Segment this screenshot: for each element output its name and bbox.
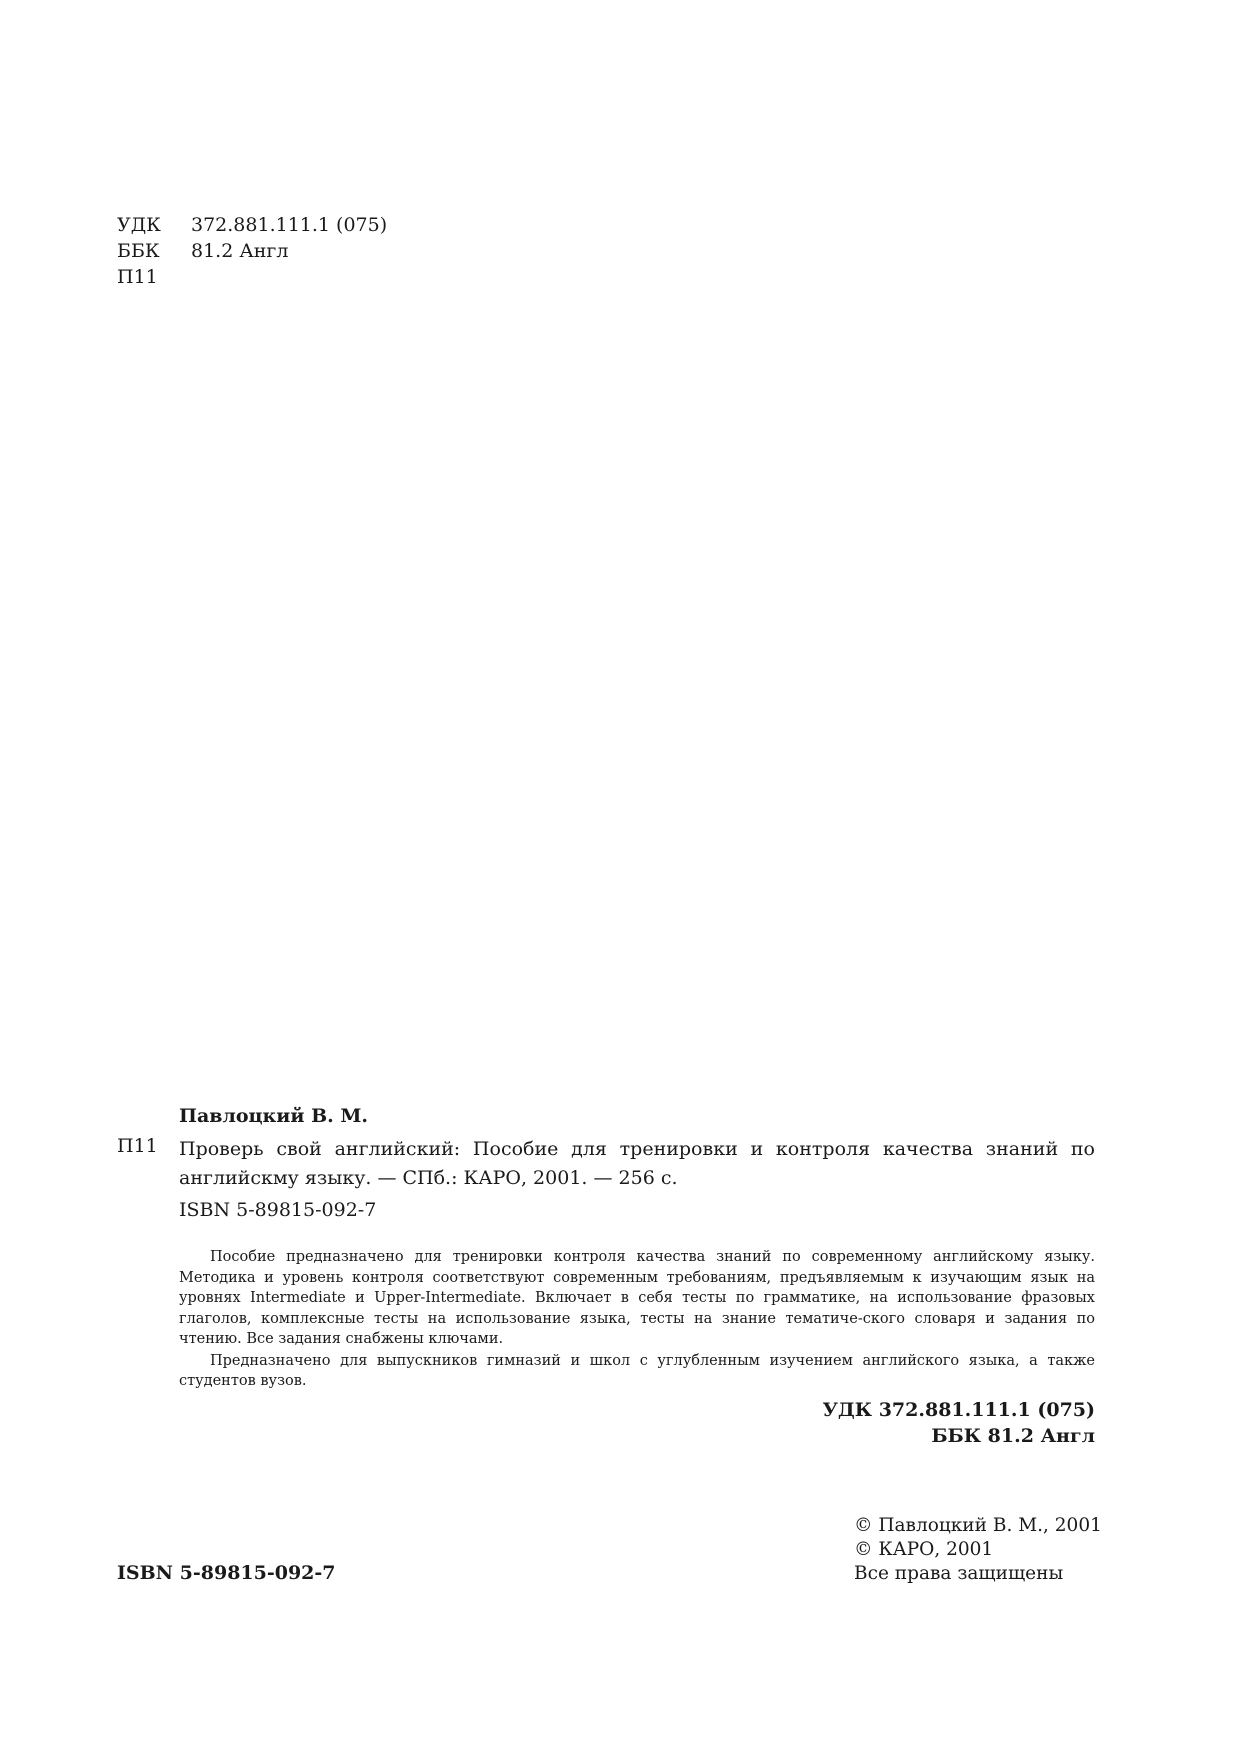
rights-reserved: Все права защищены [854,1563,1064,1584]
copyright-block [854,1514,1102,1586]
udk-row [117,212,387,238]
catalog-title [179,1135,1095,1193]
udk-value: 372.881.111.1 (075) [191,214,388,236]
catalog-code: П11 [117,1135,158,1157]
bbk-value: 81.2 Англ [191,240,289,262]
copyright-author: © Павлоцкий В. М., 2001 [854,1515,1102,1536]
catalog-title-text: Проверь свой английский: Пособие для тренировки и контроля качества знаний по английскму языку. — СПб.: КАРО, 2001. — 256 с. [179,1138,1095,1189]
bbk-line: ББК 81.2 Англ [931,1425,1095,1447]
author-code: П11 [117,266,158,288]
udk-line: УДК 372.881.111.1 (075) [822,1399,1095,1421]
footer-isbn: ISBN 5-89815-092-7 [117,1562,336,1584]
bbk-row [117,238,387,264]
catalog-isbn: ISBN 5-89815-092-7 [179,1199,377,1221]
author-code-row [117,264,387,290]
index-block [117,212,387,290]
annotation-paragraph: Предназначено для выпускников гимназий и школ с углубленным изучением английского языка, а также студентов вузов. [179,1352,1095,1389]
classification-block [822,1397,1095,1449]
udk-label: УДК [117,214,161,236]
copyright-publisher: © КАРО, 2001 [854,1539,994,1560]
annotation [179,1247,1095,1392]
catalog-author: Павлоцкий В. М. [179,1105,369,1127]
bbk-label: ББК [117,240,160,262]
annotation-paragraph: Пособие предназначено для тренировки контроля качества знаний по современному английскому языку. Методика и уровень контроля соответствуют современным требованиям, предъявляемым к изучающим язык на уровнях Intermediate и Upper-Intermediate. Включает в себя тесты по грамматике, на использование фразовых глаголов, комплексные тесты на использование языка, тесты на знание тематиче-ского словаря и задания по чтению. Все задания снабжены ключами. [179,1249,1095,1347]
